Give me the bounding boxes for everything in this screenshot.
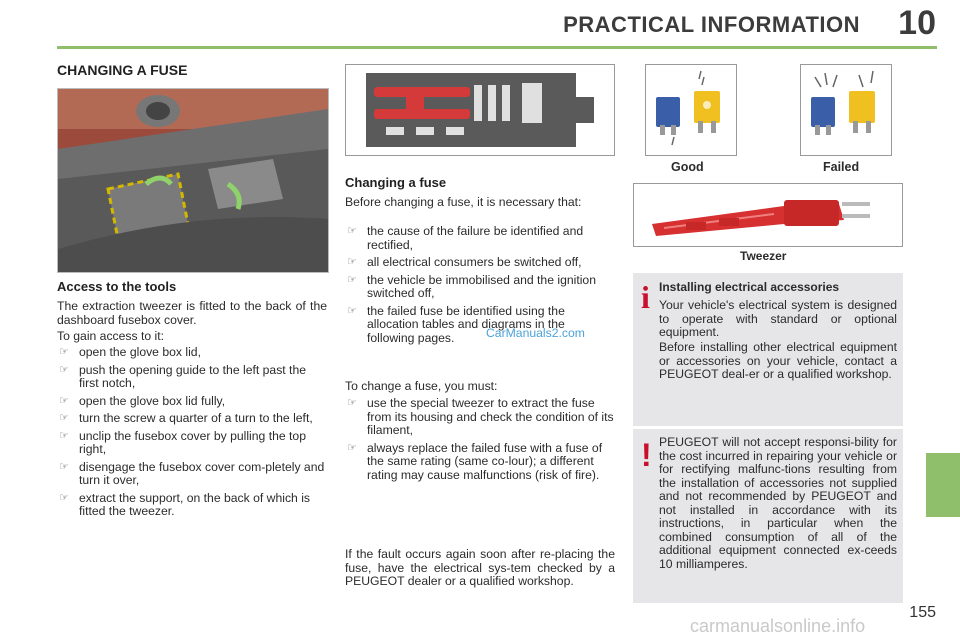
pointing-finger-icon: ☞ [59,429,69,442]
tweezer-label: Tweezer [740,249,787,263]
list-item: ☞ all electrical consumers be switched off, [347,255,582,269]
pointing-finger-icon: ☞ [347,304,357,317]
warning-text: PEUGEOT will not accept responsi-bility for the cost incurred in repairing your vehicle or for rectifying malfunc-tions resulting from the installation of accessories not supplied and not recommended by PEUGEOT and not installed in accordance with its instructions, in particular when the combined consumption of all of the additional equipment connected ex-ceeds 10 milliamperes. [659,435,897,571]
access-steps-list [57,346,327,523]
list-item: ☞ open the glove box lid fully, [59,393,226,408]
list-item: ☞ unclip the fusebox cover by pulling the top right, [59,428,306,456]
warning-panel [633,429,903,603]
watermark-link[interactable]: CarManuals2.com [486,326,585,340]
page-number: 155 [909,604,936,621]
list-item: ☞ the cause of the failure be identified and rectified, [347,224,584,252]
failed-fuse-illustration [800,64,892,156]
pointing-finger-icon: ☞ [59,363,69,376]
pointing-finger-icon: ☞ [59,460,69,473]
glovebox-photo [57,88,329,273]
pointing-finger-icon: ☞ [347,273,357,286]
list-item: ☞ the vehicle be immobilised and the ignition switched off, [347,272,596,300]
list-item: ☞ use the special tweezer to extract the fuse from its housing and check the condition of its filament, [347,396,614,437]
footer-watermark: carmanualsonline.info [690,616,866,636]
info-title: Installing electrical accessories [659,280,840,294]
good-fuse-illustration [645,64,737,156]
section-title: CHANGING A FUSE [57,62,188,78]
list-item: ☞ disengage the fusebox cover com-pletely and turn it over, [59,459,325,487]
list-item: ☞ the failed fuse be identified using the allocation tables and diagrams in the following pages. [347,303,565,345]
fusebox-cover-illustration [345,64,615,156]
access-title: Access to the tools [57,279,177,294]
info-icon: i [641,279,650,315]
list-item: ☞ always replace the failed fuse with a fuse of the same rating (same co-lour); a different rating may cause malfunctions (risk of fire). [347,440,603,482]
pointing-finger-icon: ☞ [347,441,357,454]
access-intro: The extraction tweezer is fitted to the back of the dashboard fusebox cover. [57,299,327,327]
page-title: PRACTICAL INFORMATION [563,12,860,37]
info-paragraph-1: Your vehicle's electrical system is designed to operate with standard or optional equipment. [659,298,897,339]
pointing-finger-icon: ☞ [347,256,357,268]
list-item: ☞ open the glove box lid, [59,345,201,359]
changing-fuse-title: Changing a fuse [345,175,447,190]
pointing-finger-icon: ☞ [59,346,69,358]
tweezer-illustration [633,183,903,247]
procedure-list [345,397,615,486]
chapter-side-tab [926,453,960,517]
chapter-number: 10 [898,4,936,42]
info-paragraph-2: Before installing other electrical equipment or accessories on your vehicle, contact a PEUGEOT deal-er or a qualified workshop. [659,340,897,381]
info-panel [633,273,903,426]
warning-icon: ! [641,437,652,473]
gain-access-text: To gain access to it: [57,329,165,343]
to-change-text: To change a fuse, you must: [345,379,498,393]
good-label: Good [671,160,704,174]
before-text: Before changing a fuse, it is necessary that: [345,195,582,209]
list-item: ☞ push the opening guide to the left past the first notch, [59,362,306,390]
pointing-finger-icon: ☞ [347,225,357,237]
fault-text: If the fault occurs again soon after re-placing the fuse, have the electrical sys-tem checked by a PEUGEOT dealer or a qualified workshop. [345,547,615,588]
failed-label: Failed [823,160,860,174]
list-item: ☞ extract the support, on the back of which is fitted the tweezer. [59,490,311,518]
header-rule [57,46,937,49]
pointing-finger-icon: ☞ [59,394,69,407]
pointing-finger-icon: ☞ [347,397,357,409]
pointing-finger-icon: ☞ [59,491,69,504]
pointing-finger-icon: ☞ [59,412,69,424]
list-item: ☞ turn the screw a quarter of a turn to the left, [59,411,313,425]
glovebox-illustration [58,89,328,272]
